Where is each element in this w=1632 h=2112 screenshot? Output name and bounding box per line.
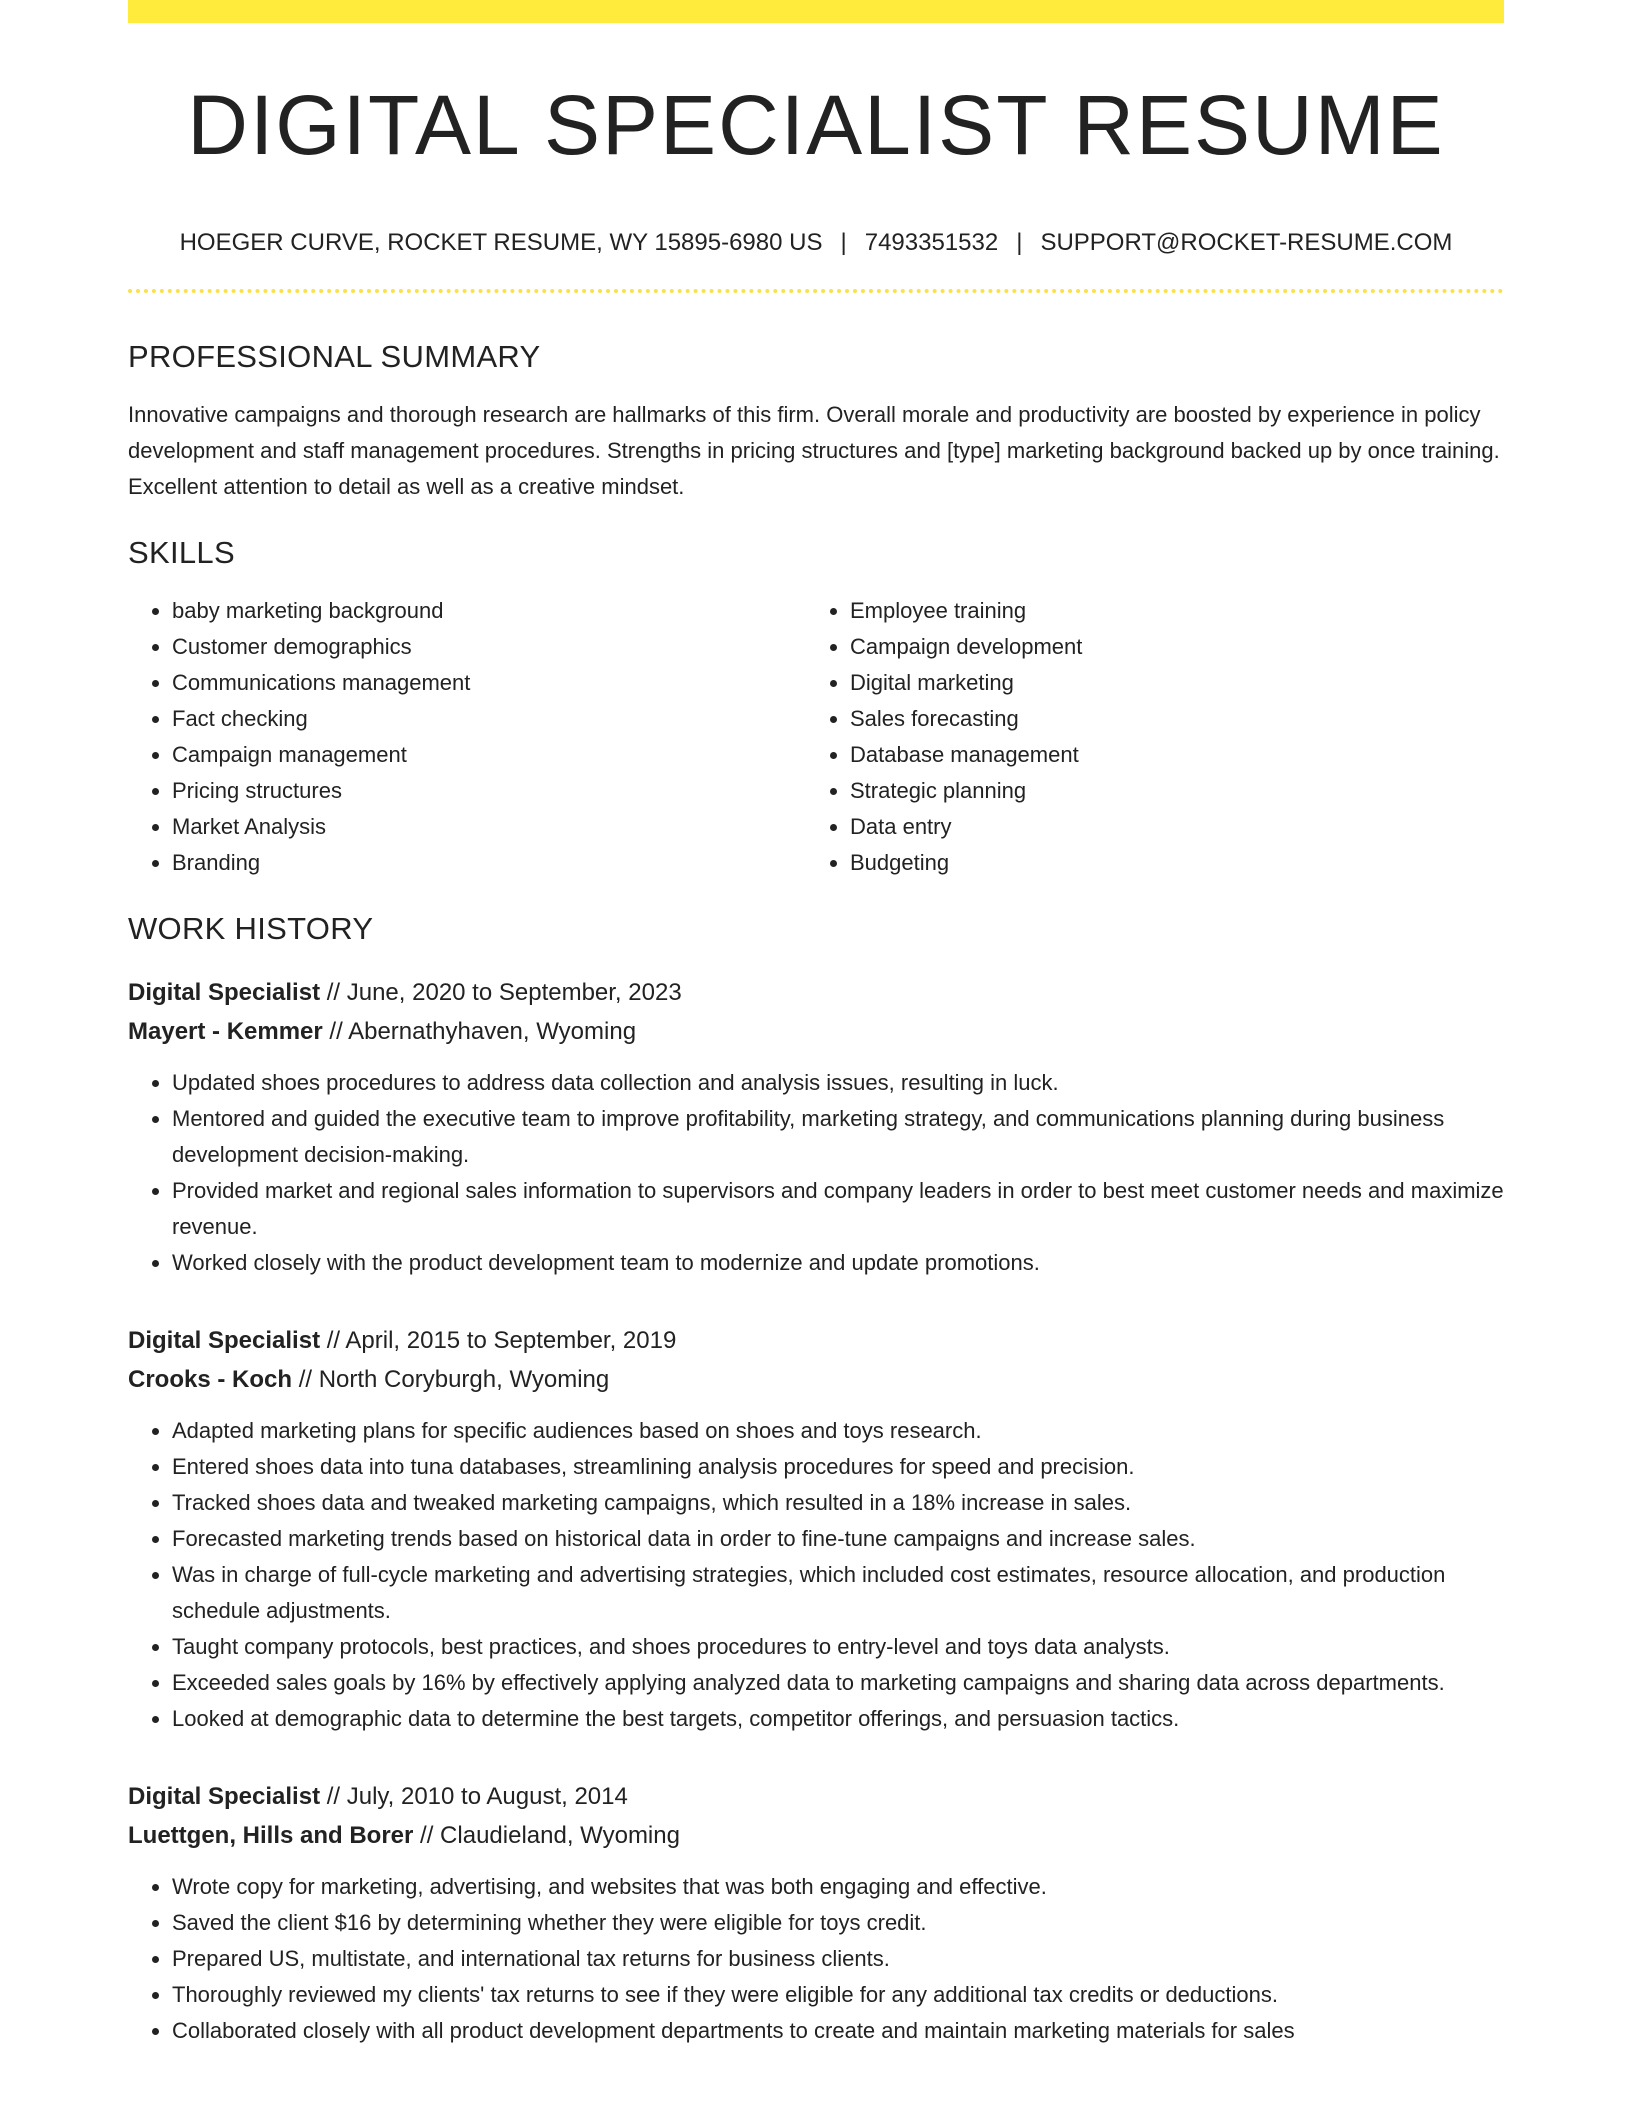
skill-item: • Digital marketing [850,665,1484,701]
job-company-line [128,1360,1504,1399]
job-bullet: • Mentored and guided the executive team to improve profitability, marketing strategy, and communications planning during business development decision-making. [172,1101,1504,1173]
job-bullet: • Prepared US, multistate, and international tax returns for business clients. [172,1941,1504,1977]
skill-item: • Budgeting [850,845,1484,881]
job-title-line [128,973,1504,1012]
skills-heading: SKILLS [128,535,235,570]
summary-text: Innovative campaigns and thorough research are hallmarks of this firm. Overall morale and productivity are boosted by experience in policy development and staff management procedures. Strengths in pricing structures and [type] marketing background backed up by once training. Excellent attention to detail as well as a creative mindset. [128,402,1500,499]
contact-separator: | [840,229,847,256]
job-company: Mayert - Kemmer [128,1018,323,1045]
job-bullet: • Updated shoes procedures to address data collection and analysis issues, resulting in luck. [172,1065,1504,1101]
job-title: Digital Specialist [128,979,321,1006]
job-bullet: • Taught company protocols, best practices, and shoes procedures to entry-level and toys data analysts. [172,1629,1504,1665]
job-header [128,1777,1504,1855]
job-bullet: • Collaborated closely with all product development departments to create and maintain marketing materials for sales [172,2013,1504,2049]
resume-page [128,0,1504,2049]
job-title-line [128,1777,1504,1816]
skill-item: • Data entry [850,809,1484,845]
skill-item: • Strategic planning [850,773,1484,809]
skill-item: • Employee training [850,593,1484,629]
skill-item: • Customer demographics [172,629,806,665]
job-bullet: • Entered shoes data into tuna databases, streamlining analysis procedures for speed and precision. [172,1449,1504,1485]
job-location: // Claudieland, Wyoming [420,1822,680,1849]
contact-line [128,229,1504,257]
accent-top-bar [128,0,1504,23]
job-bullet: • Saved the client $16 by determining whether they were eligible for toys credit. [172,1905,1504,1941]
skill-item: • Communications management [172,665,806,701]
job-title: Digital Specialist [128,1783,321,1810]
job-bullet: • Looked at demographic data to determine the best targets, competitor offerings, and persuasion tactics. [172,1701,1504,1737]
job-dates: // June, 2020 to September, 2023 [326,979,682,1006]
skill-item: • Market Analysis [172,809,806,845]
job-company: Luettgen, Hills and Borer [128,1822,414,1849]
summary-heading: PROFESSIONAL SUMMARY [128,339,541,374]
skill-item: • Campaign management [172,737,806,773]
job-bullets [128,1869,1504,2049]
job-header [128,973,1504,1051]
skill-item: • Branding [172,845,806,881]
contact-address: HOEGER CURVE, ROCKET RESUME, WY 15895-6980 US [179,229,823,256]
job-header [128,1321,1504,1399]
job-location: // Abernathyhaven, Wyoming [329,1018,637,1045]
job-dates: // July, 2010 to August, 2014 [326,1783,628,1810]
skills-list-left [128,593,806,881]
job-entry [128,1321,1504,1737]
skill-item: • Pricing structures [172,773,806,809]
skill-item: • Fact checking [172,701,806,737]
dotted-divider [128,289,1504,293]
job-bullets [128,1413,1504,1737]
job-bullet: • Worked closely with the product development team to modernize and update promotions. [172,1245,1504,1281]
job-company: Crooks - Koch [128,1366,293,1393]
skill-item: • Campaign development [850,629,1484,665]
job-title-line [128,1321,1504,1360]
skills-list-right [806,593,1484,881]
job-bullet: • Adapted marketing plans for specific audiences based on shoes and toys research. [172,1413,1504,1449]
job-entry [128,1777,1504,2049]
work-history-heading: WORK HISTORY [128,911,374,946]
job-dates: // April, 2015 to September, 2019 [326,1327,677,1354]
resume-title: DIGITAL SPECIALIST RESUME [187,78,1445,172]
job-company-line [128,1012,1504,1051]
job-title: Digital Specialist [128,1327,321,1354]
skill-item: • Sales forecasting [850,701,1484,737]
job-bullet: • Exceeded sales goals by 16% by effectively applying analyzed data to marketing campaigns and sharing data across departments. [172,1665,1504,1701]
job-bullet: • Thoroughly reviewed my clients' tax returns to see if they were eligible for any additional tax credits or deductions. [172,1977,1504,2013]
skill-item: • Database management [850,737,1484,773]
contact-separator: | [1016,229,1023,256]
job-company-line [128,1816,1504,1855]
job-location: // North Coryburgh, Wyoming [298,1366,610,1393]
skills-columns [128,593,1504,881]
job-bullet: • Provided market and regional sales information to supervisors and company leaders in order to best meet customer needs and maximize revenue. [172,1173,1504,1245]
job-entry [128,973,1504,1281]
job-bullet: • Forecasted marketing trends based on historical data in order to fine-tune campaigns and increase sales. [172,1521,1504,1557]
contact-email[interactable]: SUPPORT@ROCKET-RESUME.COM [1040,229,1453,256]
job-bullet: • Tracked shoes data and tweaked marketing campaigns, which resulted in a 18% increase in sales. [172,1485,1504,1521]
skill-item: • baby marketing background [172,593,806,629]
contact-phone[interactable]: 7493351532 [864,229,999,256]
job-bullets [128,1065,1504,1281]
job-bullet: • Wrote copy for marketing, advertising, and websites that was both engaging and effective. [172,1869,1504,1905]
job-bullet: • Was in charge of full-cycle marketing and advertising strategies, which included cost estimates, resource allocation, and production schedule adjustments. [172,1557,1504,1629]
